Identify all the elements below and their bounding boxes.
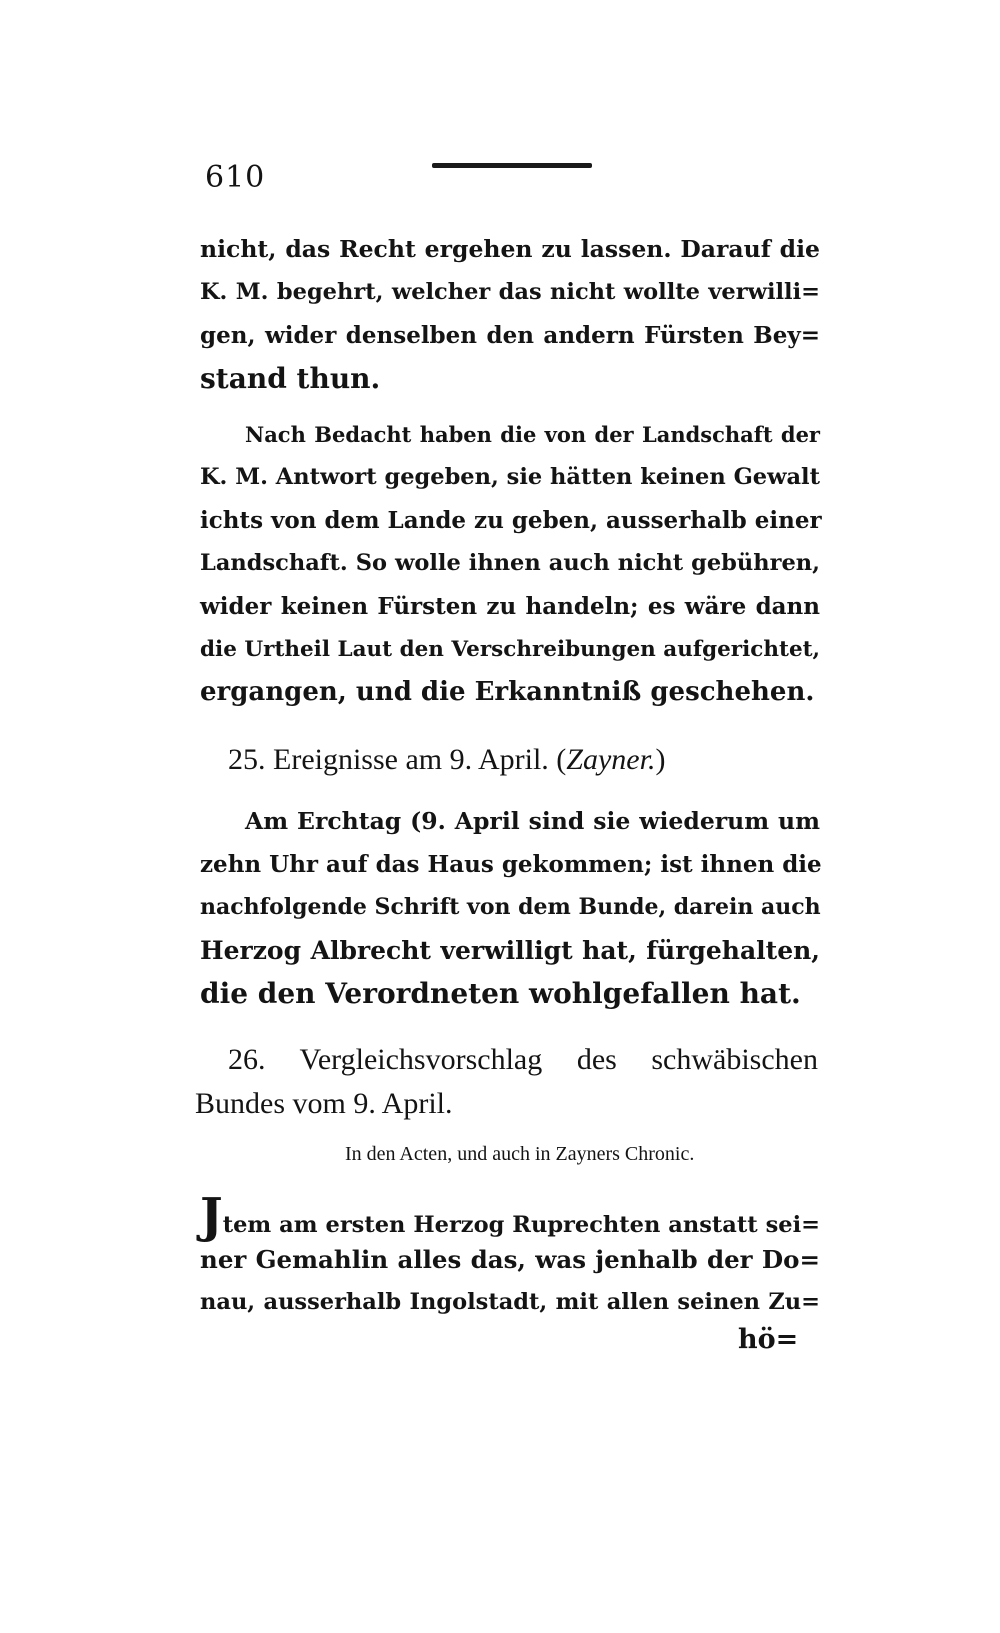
paragraph-3: [200, 800, 820, 1015]
paragraph-2: [200, 413, 820, 714]
page-number: 610: [205, 160, 266, 195]
text-line: Landschaft. So wolle ihnen auch nicht gebühren,: [200, 550, 820, 576]
heading-close: ): [655, 743, 666, 776]
text-line: ergangen, und die Erkanntniß geschehen.: [200, 677, 815, 707]
section-heading-26: [228, 1038, 818, 1082]
heading-line: 26. Vergleichsvorschlag des schwäbischen: [228, 1043, 818, 1076]
text-line: [200, 1188, 820, 1244]
text-line: nau, ausserhalb Ingolstadt, mit allen seinen Zu=: [200, 1289, 820, 1315]
text-line: Herzog Albrecht verwilligt hat, fürgehalten,: [200, 936, 820, 965]
text-line: Nach Bedacht haben die von der Landschaft der: [245, 422, 820, 447]
text-line: Am Erchtag (9. April sind sie wiederum um: [245, 807, 820, 835]
catchword: hö=: [738, 1324, 799, 1355]
paragraph-1: [200, 228, 820, 400]
text-line: die den Verordneten wohlgefallen hat.: [200, 977, 801, 1010]
text-line: K. M. begehrt, welcher das nicht wollte verwilli=: [200, 279, 820, 305]
text-line-content: tem am ersten Herzog Ruprechten anstatt sei=: [222, 1212, 820, 1238]
section-heading-26-cont: [195, 1082, 453, 1126]
section-heading-25: [228, 738, 665, 782]
text-line: wider keinen Fürsten zu handeln; es wäre dann: [200, 593, 820, 620]
heading-text: 25. Ereignisse am 9. April. (: [228, 743, 567, 776]
paragraph-4: [200, 1188, 820, 1324]
heading-author: Zayner.: [566, 743, 656, 776]
text-line: die Urtheil Laut den Verschreibungen aufgerichtet,: [200, 637, 821, 662]
text-line: zehn Uhr auf das Haus gekommen; ist ihnen die: [200, 851, 822, 878]
header-rule: [432, 163, 592, 168]
text-line: K. M. Antwort gegeben, sie hätten keinen Gewalt: [200, 464, 820, 490]
text-line: ichts von dem Lande zu geben, ausserhalb einer: [200, 507, 822, 534]
heading-line: Bundes vom 9. April.: [195, 1087, 453, 1120]
text-line: ner Gemahlin alles das, was jenhalb der Do=: [200, 1245, 820, 1274]
text-line: nachfolgende Schrift von dem Bunde, darein auch: [200, 894, 821, 920]
text-line: stand thun.: [200, 362, 381, 395]
source-note: In den Acten, und auch in Zayners Chronic.: [345, 1143, 695, 1165]
drop-cap: J: [200, 1188, 223, 1244]
text-line: gen, wider denselben den andern Fürsten Bey=: [200, 322, 820, 349]
text-line: nicht, das Recht ergehen zu lassen. Darauf die: [200, 235, 820, 263]
